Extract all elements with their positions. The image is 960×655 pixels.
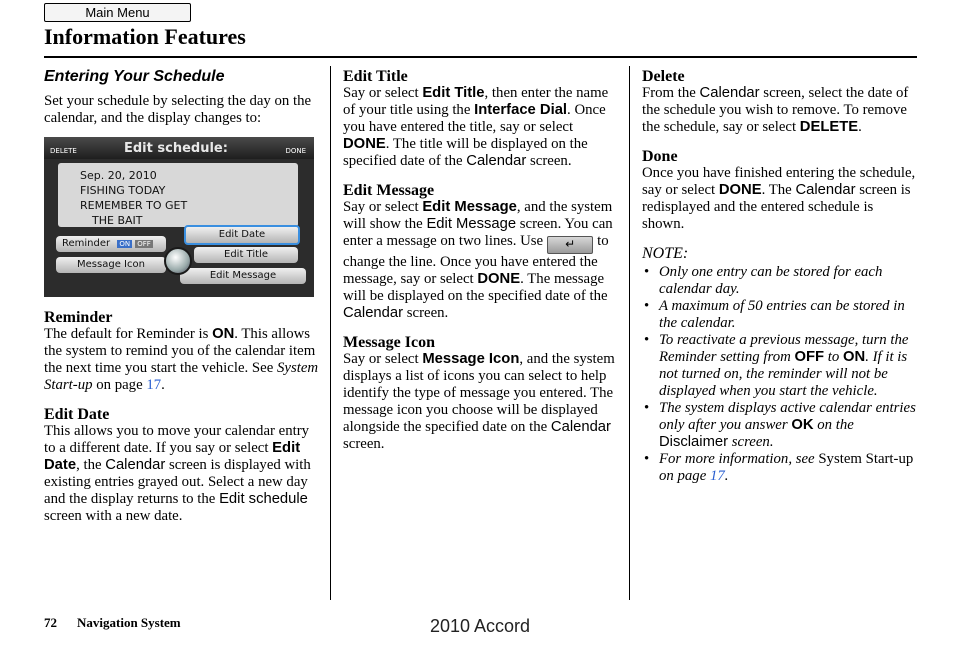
column-left	[44, 66, 319, 525]
entry-line: FISHING TODAY	[80, 184, 166, 197]
edit-title-heading: Edit Title	[343, 68, 408, 85]
edit-schedule-screenshot	[44, 137, 314, 297]
entry-date: Sep. 20, 2010	[80, 169, 157, 182]
reminder-button	[56, 236, 166, 252]
reminder-off-toggle: OFF	[137, 240, 151, 248]
list-item: • Only one entry can be stored for each calendar day.	[642, 264, 917, 298]
edit-title-button: Edit Title	[194, 247, 298, 263]
edit-date-paragraph: This allows you to move your calendar entry to a different date. If you say or select Edit Date, the Calendar screen is displayed with existing entries grayed out. Select a new day and the display returns to the Edit schedule screen with a new date.	[44, 423, 311, 524]
message-icon-heading: Message Icon	[343, 334, 435, 351]
section-heading: Entering Your Schedule	[44, 68, 225, 85]
page-title: Information Features	[44, 24, 246, 49]
list-item: • To reactivate a previous message, turn the Reminder setting from OFF to ON. If it is not turned on, the reminder will not be displayed when you start the vehicle.	[642, 332, 917, 400]
reminder-on-toggle: ON	[119, 240, 131, 248]
done-heading: Done	[642, 148, 678, 165]
reminder-heading: Reminder	[44, 309, 113, 326]
page-link[interactable]: 17	[709, 468, 725, 484]
intro-paragraph: Set your schedule by selecting the day on the calendar, and the display changes to:	[44, 93, 312, 126]
note-list	[642, 264, 917, 485]
screen-title: Edit schedule:	[124, 141, 228, 156]
column-right	[642, 66, 917, 485]
entry-line: REMEMBER TO GET	[80, 199, 188, 212]
watermark: 2010 Accord	[429, 616, 531, 636]
title-divider	[44, 56, 917, 58]
schedule-entry-panel	[58, 163, 298, 227]
entry-line: THE BAIT	[92, 214, 143, 227]
message-icon-paragraph: Say or select Message Icon, and the system displays a list of icons you can select to help identify the type of message you entered. The message icon you choose will be displayed alongside the specified date on the Calendar screen.	[343, 351, 615, 452]
page-number: 72	[44, 615, 57, 630]
delete-heading: Delete	[642, 68, 685, 85]
edit-title-paragraph: Say or select Edit Title, then enter the name of your title using the Interface Dial. Once you have entered the title, say or select DONE. The title will be displayed on the specified date of the Calendar screen.	[343, 85, 609, 169]
edit-date-button: Edit Date	[184, 225, 300, 245]
main-menu-button[interactable]: Main Menu	[44, 3, 191, 22]
column-divider	[330, 66, 331, 600]
interface-dial-icon	[164, 247, 192, 275]
list-item: • The system displays active calendar entries only after you answer OK on the Disclaimer screen.	[642, 400, 917, 451]
edit-date-heading: Edit Date	[44, 406, 110, 423]
edit-message-paragraph: Say or select Edit Message, and the system will show the Edit Message screen. You can enter a message on two lines. Use ↵ to change the line. Once you have entered the message, say or select DONE. The message will be displayed on the specified date of the Calendar screen.	[343, 199, 613, 321]
reminder-paragraph: The default for Reminder is ON. This allows the system to remind you of the calendar item the next time you start the vehicle. See System Start-up on page 17.	[44, 326, 319, 393]
footer-label: Navigation System	[77, 615, 181, 630]
list-item: • For more information, see System Start-up on page 17.	[642, 451, 917, 485]
column-middle	[343, 66, 615, 453]
page-link[interactable]: 17	[146, 377, 162, 393]
enter-key-icon: ↵	[547, 236, 593, 254]
reminder-label: Reminder	[62, 238, 111, 249]
screen-header	[44, 137, 314, 159]
edit-message-button: Edit Message	[180, 268, 306, 284]
done-paragraph: Once you have finished entering the schedule, say or select DONE. The Calendar screen is redisplayed and the entered schedule is shown.	[642, 165, 916, 232]
note-heading: NOTE:	[642, 245, 689, 262]
edit-message-heading: Edit Message	[343, 182, 435, 199]
column-divider	[629, 66, 630, 600]
delete-paragraph: From the Calendar screen, select the date of the schedule you wish to remove. To remove the schedule, say or select DELETE.	[642, 85, 909, 135]
screen-done-label: DONE	[285, 147, 306, 155]
list-item: • A maximum of 50 entries can be stored in the calendar.	[642, 298, 917, 332]
screen-delete-label: DELETE	[50, 147, 77, 155]
message-icon-button: Message Icon	[56, 257, 166, 273]
